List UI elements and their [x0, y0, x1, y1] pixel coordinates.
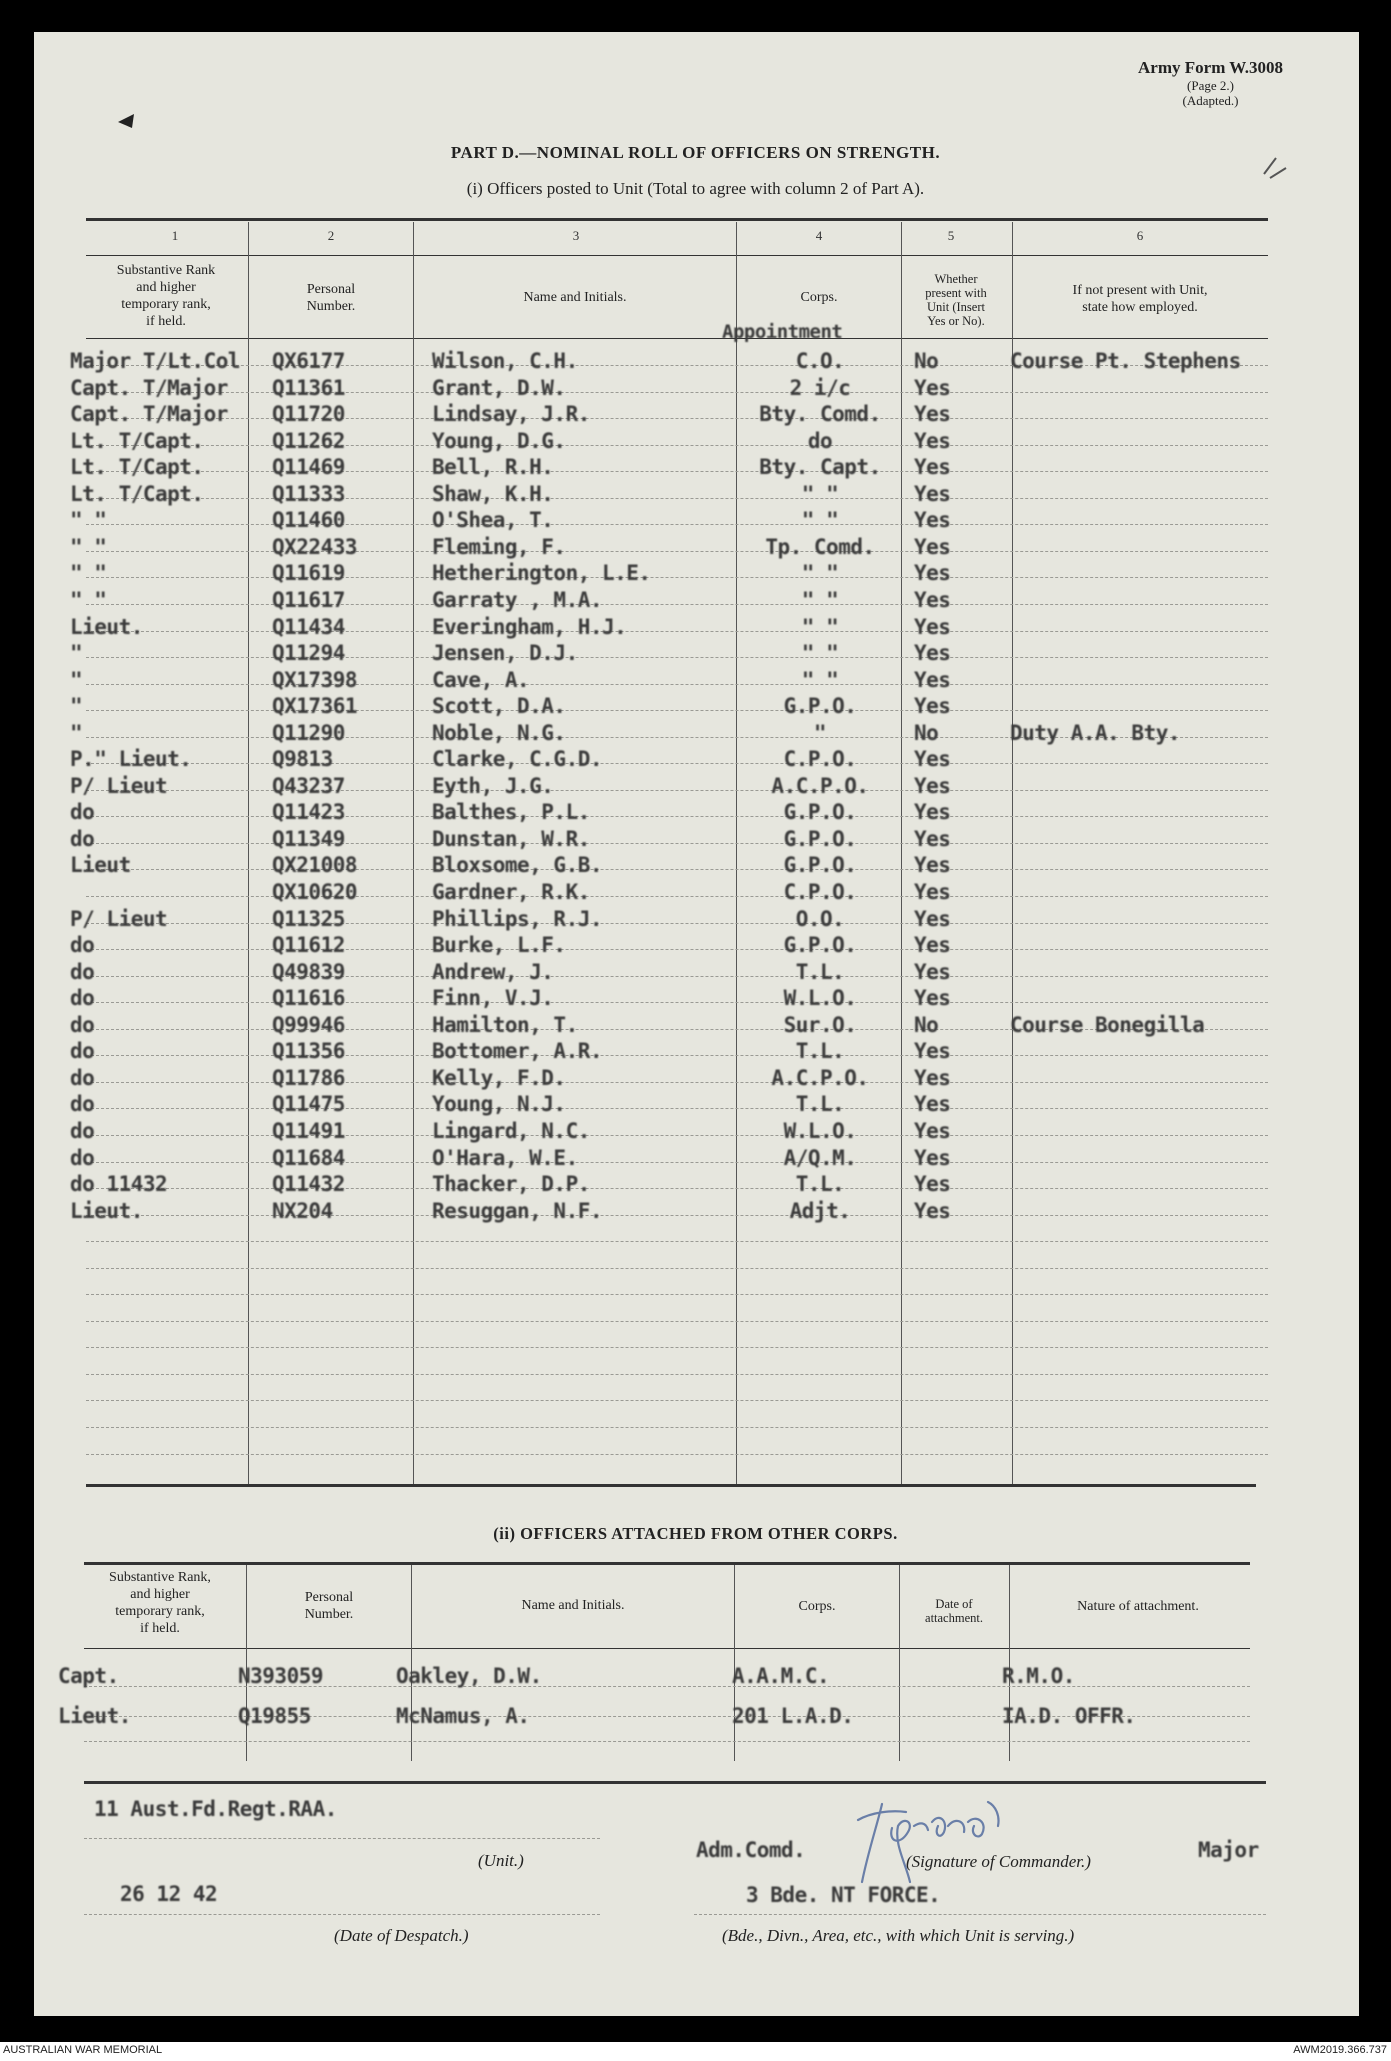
attached-row-number: Q19855 [238, 1704, 311, 1728]
row-number: Q11475 [272, 1092, 345, 1116]
dotted-row-line [86, 604, 1268, 605]
footer-rule [84, 1781, 1266, 1784]
column-number: 2 [327, 228, 335, 243]
row-number: Q11423 [272, 800, 345, 824]
column-number: 1 [171, 228, 179, 243]
attached-header-nature: Nature of attachment. [1077, 1599, 1199, 1614]
row-corps: G.P.O. [783, 853, 857, 877]
row-present: Yes [914, 1172, 951, 1196]
row-name: Bell, R.H. [432, 455, 554, 479]
row-name: Scott, D.A. [432, 694, 566, 718]
credit-right: AWM2019.366.737 [1293, 2044, 1387, 2056]
row-rank: P/ Lieut [70, 774, 168, 798]
column-number: 4 [815, 228, 823, 243]
dotted-row-line [86, 471, 1268, 472]
dotted-row-line [86, 896, 1268, 897]
row-name: Cave, A. [432, 668, 530, 692]
dotted-row-line [86, 1374, 1268, 1375]
header-rank: Substantive Rank and higher temporary rank, if held. [116, 263, 216, 329]
header-whether-present: Whether present with Unit (Insert Yes or No). [925, 272, 987, 328]
dotted-row-line [86, 498, 1268, 499]
dotted-line [84, 1838, 600, 1839]
attached-column-divider [734, 1565, 735, 1761]
dotted-row-line [86, 631, 1268, 632]
page-title: PART D.—NOMINAL ROLL OF OFFICERS ON STRENGTH. [450, 143, 941, 162]
attached-column-divider [899, 1565, 900, 1761]
row-present: Yes [914, 1066, 951, 1090]
row-corps: C.P.O. [783, 880, 857, 904]
dotted-row-line [86, 551, 1268, 552]
row-number: Q11619 [272, 561, 345, 585]
row-number: Q11325 [272, 907, 345, 931]
attached-column-divider [246, 1565, 247, 1761]
row-present: Yes [914, 455, 951, 479]
attached-header-bottom-rule [84, 1648, 1250, 1649]
row-corps: A/Q.M. [783, 1146, 857, 1170]
row-employed: Course Bonegilla [1010, 1013, 1205, 1037]
dotted-row-line [86, 1454, 1268, 1455]
row-name: Shaw, K.H. [432, 482, 554, 506]
row-present: Yes [914, 376, 951, 400]
row-name: Garraty , M.A. [432, 588, 603, 612]
attached-column-divider [1009, 1565, 1010, 1761]
row-corps: T.L. [795, 1092, 845, 1116]
dotted-line [84, 1914, 600, 1915]
row-corps: " " [801, 482, 839, 506]
signature-label: (Signature of Commander.) [906, 1852, 1091, 1871]
attached-row-rank: Capt. [58, 1664, 119, 1688]
dotted-row-line [86, 976, 1268, 977]
row-number: QX17361 [272, 694, 358, 718]
dotted-line [694, 1914, 1266, 1915]
row-name: Phillips, R.J. [432, 907, 603, 931]
row-rank: Major T/Lt.Col [70, 349, 241, 373]
crease-mark [1256, 150, 1296, 190]
row-name: Balthes, P.L. [432, 800, 590, 824]
row-number: Q49839 [272, 960, 345, 984]
row-present: Yes [914, 986, 951, 1010]
dotted-row-line [86, 392, 1268, 393]
dotted-row-line [84, 1741, 1250, 1742]
attached-row-name: McNamus, A. [396, 1704, 530, 1728]
dotted-row-line [86, 923, 1268, 924]
row-rank: Lt. T/Capt. [70, 482, 204, 506]
row-rank: Lt. T/Capt. [70, 455, 204, 479]
column-number: 3 [572, 228, 580, 243]
dotted-row-line [86, 763, 1268, 764]
row-rank: do [70, 1146, 95, 1170]
row-name: Eyth, J.G. [432, 774, 554, 798]
unit-value: 11 Aust.Fd.Regt.RAA. [94, 1797, 337, 1821]
row-number: Q11720 [272, 402, 345, 426]
row-number: Q11262 [272, 429, 345, 453]
row-name: Jensen, D.J. [432, 641, 578, 665]
despatch-date-label: (Date of Despatch.) [334, 1926, 469, 1945]
row-corps: do [807, 429, 833, 453]
dotted-row-line [86, 524, 1268, 525]
row-name: Andrew, J. [432, 960, 554, 984]
row-number: Q11432 [272, 1172, 345, 1196]
row-corps: T.L. [795, 960, 845, 984]
row-name: Bloxsome, G.B. [432, 853, 603, 877]
row-name: Thacker, D.P. [432, 1172, 590, 1196]
row-number: QX17398 [272, 668, 358, 692]
despatch-date-value: 26 12 42 [120, 1882, 218, 1906]
row-present: Yes [914, 800, 951, 824]
row-rank: Capt. T/Major [70, 376, 228, 400]
row-number: Q43237 [272, 774, 345, 798]
row-corps: A.C.P.O. [771, 1066, 869, 1090]
dotted-row-line [86, 684, 1268, 685]
row-present: No [914, 721, 939, 745]
row-corps: Sur.O. [783, 1013, 857, 1037]
row-rank: do [70, 933, 95, 957]
dotted-row-line [86, 1082, 1268, 1083]
row-number: Q99946 [272, 1013, 345, 1037]
attached-row-corps: A.A.M.C. [732, 1664, 830, 1688]
row-corps: G.P.O. [783, 933, 857, 957]
row-corps: " " [801, 588, 839, 612]
row-corps: " " [801, 508, 839, 532]
row-name: Burke, L.F. [432, 933, 566, 957]
row-present: No [914, 349, 939, 373]
row-employed: Course Pt. Stephens [1010, 349, 1241, 373]
row-corps: O.O. [795, 907, 845, 931]
attached-table-top-rule [84, 1562, 1250, 1565]
row-rank: " [70, 668, 83, 692]
row-number: QX10620 [272, 880, 358, 904]
row-number: Q11616 [272, 986, 345, 1010]
dotted-row-line [86, 445, 1268, 446]
row-number: QX21008 [272, 853, 358, 877]
row-corps: W.L.O. [783, 1119, 857, 1143]
row-rank: P." Lieut. [70, 747, 192, 771]
appointment-label: Appointment [722, 321, 843, 343]
row-rank: " [70, 694, 83, 718]
dotted-row-line [86, 1135, 1268, 1136]
dotted-row-line [86, 790, 1268, 791]
row-number: Q11356 [272, 1039, 345, 1063]
dotted-row-line [86, 1215, 1268, 1216]
row-present: Yes [914, 747, 951, 771]
row-rank: do [70, 1119, 95, 1143]
row-rank: Lieut [70, 853, 131, 877]
row-present: Yes [914, 482, 951, 506]
row-rank: P/ Lieut [70, 907, 168, 931]
row-name: Lindsay, J.R. [432, 402, 590, 426]
row-present: Yes [914, 508, 951, 532]
row-rank: " " [70, 535, 107, 559]
dotted-row-line [86, 710, 1268, 711]
credit-bar [0, 2042, 1391, 2061]
row-present: Yes [914, 668, 951, 692]
attached-row-corps: 201 L.A.D. [732, 1704, 854, 1728]
header-name: Name and Initials. [523, 290, 627, 305]
header-how-employed: If not present with Unit, state how employed. [1072, 283, 1208, 315]
row-name: Noble, N.G. [432, 721, 566, 745]
dotted-row-line [86, 577, 1268, 578]
row-rank: do [70, 800, 95, 824]
row-rank: " [70, 721, 83, 745]
row-rank: do [70, 1013, 95, 1037]
bde-label: (Bde., Divn., Area, etc., with which Unit is serving.) [722, 1926, 1075, 1945]
row-number: Q9813 [272, 747, 333, 771]
row-corps: T.L. [795, 1172, 845, 1196]
row-present: Yes [914, 615, 951, 639]
row-rank: " " [70, 588, 107, 612]
row-present: Yes [914, 1092, 951, 1116]
dotted-row-line [86, 949, 1268, 950]
row-present: No [914, 1013, 939, 1037]
row-rank: Capt. T/Major [70, 402, 228, 426]
row-present: Yes [914, 561, 951, 585]
row-present: Yes [914, 907, 951, 931]
row-corps: C.O. [795, 349, 845, 373]
row-present: Yes [914, 402, 951, 426]
row-present: Yes [914, 774, 951, 798]
row-present: Yes [914, 1146, 951, 1170]
row-name: Everingham, H.J. [432, 615, 627, 639]
row-corps: A.C.P.O. [771, 774, 869, 798]
row-corps: " [813, 721, 827, 745]
row-corps: " " [801, 668, 839, 692]
dotted-row-line [86, 1268, 1268, 1269]
attached-header-rank: Substantive Rank, and higher temporary rank, if held. [109, 1570, 211, 1636]
commander-signature [848, 1782, 1028, 1892]
dotted-row-line [86, 657, 1268, 658]
row-present: Yes [914, 933, 951, 957]
attached-header-personal-number: Personal Number. [304, 1590, 354, 1622]
row-rank: do [70, 960, 95, 984]
row-number: QX6177 [272, 349, 345, 373]
adm-comd: Adm.Comd. [696, 1838, 806, 1862]
row-corps: Tp. Comd. [765, 535, 875, 559]
row-name: O'Shea, T. [432, 508, 554, 532]
attached-header-name: Name and Initials. [521, 1598, 625, 1613]
attached-row-number: N393059 [238, 1664, 324, 1688]
dotted-row-line [86, 1162, 1268, 1163]
dotted-row-line [86, 1188, 1268, 1189]
row-number: Q11786 [272, 1066, 345, 1090]
row-number: Q11460 [272, 508, 345, 532]
row-present: Yes [914, 641, 951, 665]
row-rank: " [70, 641, 83, 665]
torn-mark [112, 106, 172, 136]
row-corps: " " [801, 641, 839, 665]
row-number: Q11349 [272, 827, 345, 851]
row-name: Resuggan, N.F. [432, 1199, 603, 1223]
row-name: O'Hara, W.E. [432, 1146, 578, 1170]
row-name: Fleming, F. [432, 535, 566, 559]
row-corps: G.P.O. [783, 694, 857, 718]
row-rank: " " [70, 508, 107, 532]
row-rank: " " [70, 561, 107, 585]
row-present: Yes [914, 429, 951, 453]
row-number: Q11294 [272, 641, 345, 665]
row-corps: G.P.O. [783, 800, 857, 824]
row-present: Yes [914, 827, 951, 851]
unit-label: (Unit.) [478, 1851, 524, 1870]
dotted-row-line [86, 418, 1268, 419]
row-rank: Lieut. [70, 615, 143, 639]
attached-row-nature: IA.D. OFFR. [1002, 1704, 1136, 1728]
row-name: Bottomer, A.R. [432, 1039, 603, 1063]
row-corps: Adjt. [789, 1199, 851, 1223]
row-present: Yes [914, 1119, 951, 1143]
row-name: Hamilton, T. [432, 1013, 578, 1037]
row-name: Grant, D.W. [432, 376, 566, 400]
header-personal-number: Personal Number. [306, 282, 356, 314]
table-top-rule [86, 218, 1268, 221]
row-name: Clarke, C.G.D. [432, 747, 603, 771]
row-corps: Bty. Comd. [759, 402, 881, 426]
dotted-row-line [86, 1427, 1268, 1428]
row-corps: W.L.O. [783, 986, 857, 1010]
row-number: QX22433 [272, 535, 358, 559]
attached-header-corps: Corps. [798, 1599, 836, 1614]
dotted-row-line [86, 1400, 1268, 1401]
row-number: Q11434 [272, 615, 345, 639]
column-number: 6 [1136, 228, 1144, 243]
table-bottom-rule [86, 1484, 1256, 1487]
dotted-row-line [86, 816, 1268, 817]
row-number: NX204 [272, 1199, 333, 1223]
row-corps: " " [801, 561, 839, 585]
row-rank: Lt. T/Capt. [70, 429, 204, 453]
row-number: Q11290 [272, 721, 345, 745]
dotted-row-line [86, 1055, 1268, 1056]
row-rank: do [70, 1092, 95, 1116]
dotted-row-line [86, 1321, 1268, 1322]
row-corps: T.L. [795, 1039, 845, 1063]
row-name: Hetherington, L.E. [432, 561, 651, 585]
row-rank: do [70, 1066, 95, 1090]
row-rank: do [70, 827, 95, 851]
row-name: Young, N.J. [432, 1092, 566, 1116]
dotted-row-line [86, 1241, 1268, 1242]
column-number: 5 [947, 228, 955, 243]
row-name: Kelly, F.D. [432, 1066, 566, 1090]
row-rank: Lieut. [70, 1199, 143, 1223]
attached-row-rank: Lieut. [58, 1704, 131, 1728]
row-rank: do [70, 986, 95, 1010]
row-corps: G.P.O. [783, 827, 857, 851]
row-present: Yes [914, 694, 951, 718]
row-present: Yes [914, 1199, 951, 1223]
row-number: Q11361 [272, 376, 345, 400]
form-adapted: (Adapted.) [1182, 93, 1239, 108]
row-name: Young, D.G. [432, 429, 566, 453]
form-number: Army Form W.3008 [1138, 58, 1283, 77]
dotted-row-line [86, 869, 1268, 870]
row-rank: do 11432 [70, 1172, 168, 1196]
row-number: Q11333 [272, 482, 345, 506]
row-present: Yes [914, 853, 951, 877]
form-page: (Page 2.) [1187, 78, 1234, 93]
dotted-row-line [86, 843, 1268, 844]
attached-header-date: Date of attachment. [925, 1597, 983, 1625]
header-corps: Corps. [800, 290, 838, 305]
row-number: Q11612 [272, 933, 345, 957]
row-present: Yes [914, 535, 951, 559]
row-name: Gardner, R.K. [432, 880, 590, 904]
row-number: Q11684 [272, 1146, 345, 1170]
row-rank: do [70, 1039, 95, 1063]
row-corps: " " [801, 615, 839, 639]
dotted-row-line [86, 1108, 1268, 1109]
row-employed: Duty A.A. Bty. [1010, 721, 1181, 745]
attached-row-name: Oakley, D.W. [396, 1664, 542, 1688]
row-number: Q11491 [272, 1119, 345, 1143]
row-present: Yes [914, 880, 951, 904]
row-present: Yes [914, 960, 951, 984]
row-corps: C.P.O. [783, 747, 857, 771]
header-divider [86, 255, 1268, 256]
row-number: Q11617 [272, 588, 345, 612]
row-present: Yes [914, 588, 951, 612]
row-number: Q11469 [272, 455, 345, 479]
row-name: Finn, V.J. [432, 986, 554, 1010]
row-present: Yes [914, 1039, 951, 1063]
attached-column-divider [411, 1565, 412, 1761]
row-name: Dunstan, W.R. [432, 827, 590, 851]
row-name: Wilson, C.H. [432, 349, 578, 373]
row-corps: Bty. Capt. [759, 455, 881, 479]
bde-value: 3 Bde. NT FORCE. [746, 1883, 941, 1907]
header-bottom-rule [86, 338, 1268, 339]
row-name: Lingard, N.C. [432, 1119, 590, 1143]
dotted-row-line [86, 1347, 1268, 1348]
page-subtitle: (i) Officers posted to Unit (Total to agree with column 2 of Part A). [466, 179, 925, 198]
attached-row-nature: R.M.O. [1002, 1664, 1075, 1688]
credit-left: AUSTRALIAN WAR MEMORIAL [3, 2044, 163, 2056]
form-number-block [1138, 58, 1283, 108]
attached-officers-title: (ii) OFFICERS ATTACHED FROM OTHER CORPS. [493, 1524, 898, 1543]
dotted-row-line [86, 1002, 1268, 1003]
dotted-row-line [86, 1294, 1268, 1295]
commander-rank: Major [1198, 1838, 1259, 1862]
row-corps: 2 i/c [789, 376, 851, 400]
